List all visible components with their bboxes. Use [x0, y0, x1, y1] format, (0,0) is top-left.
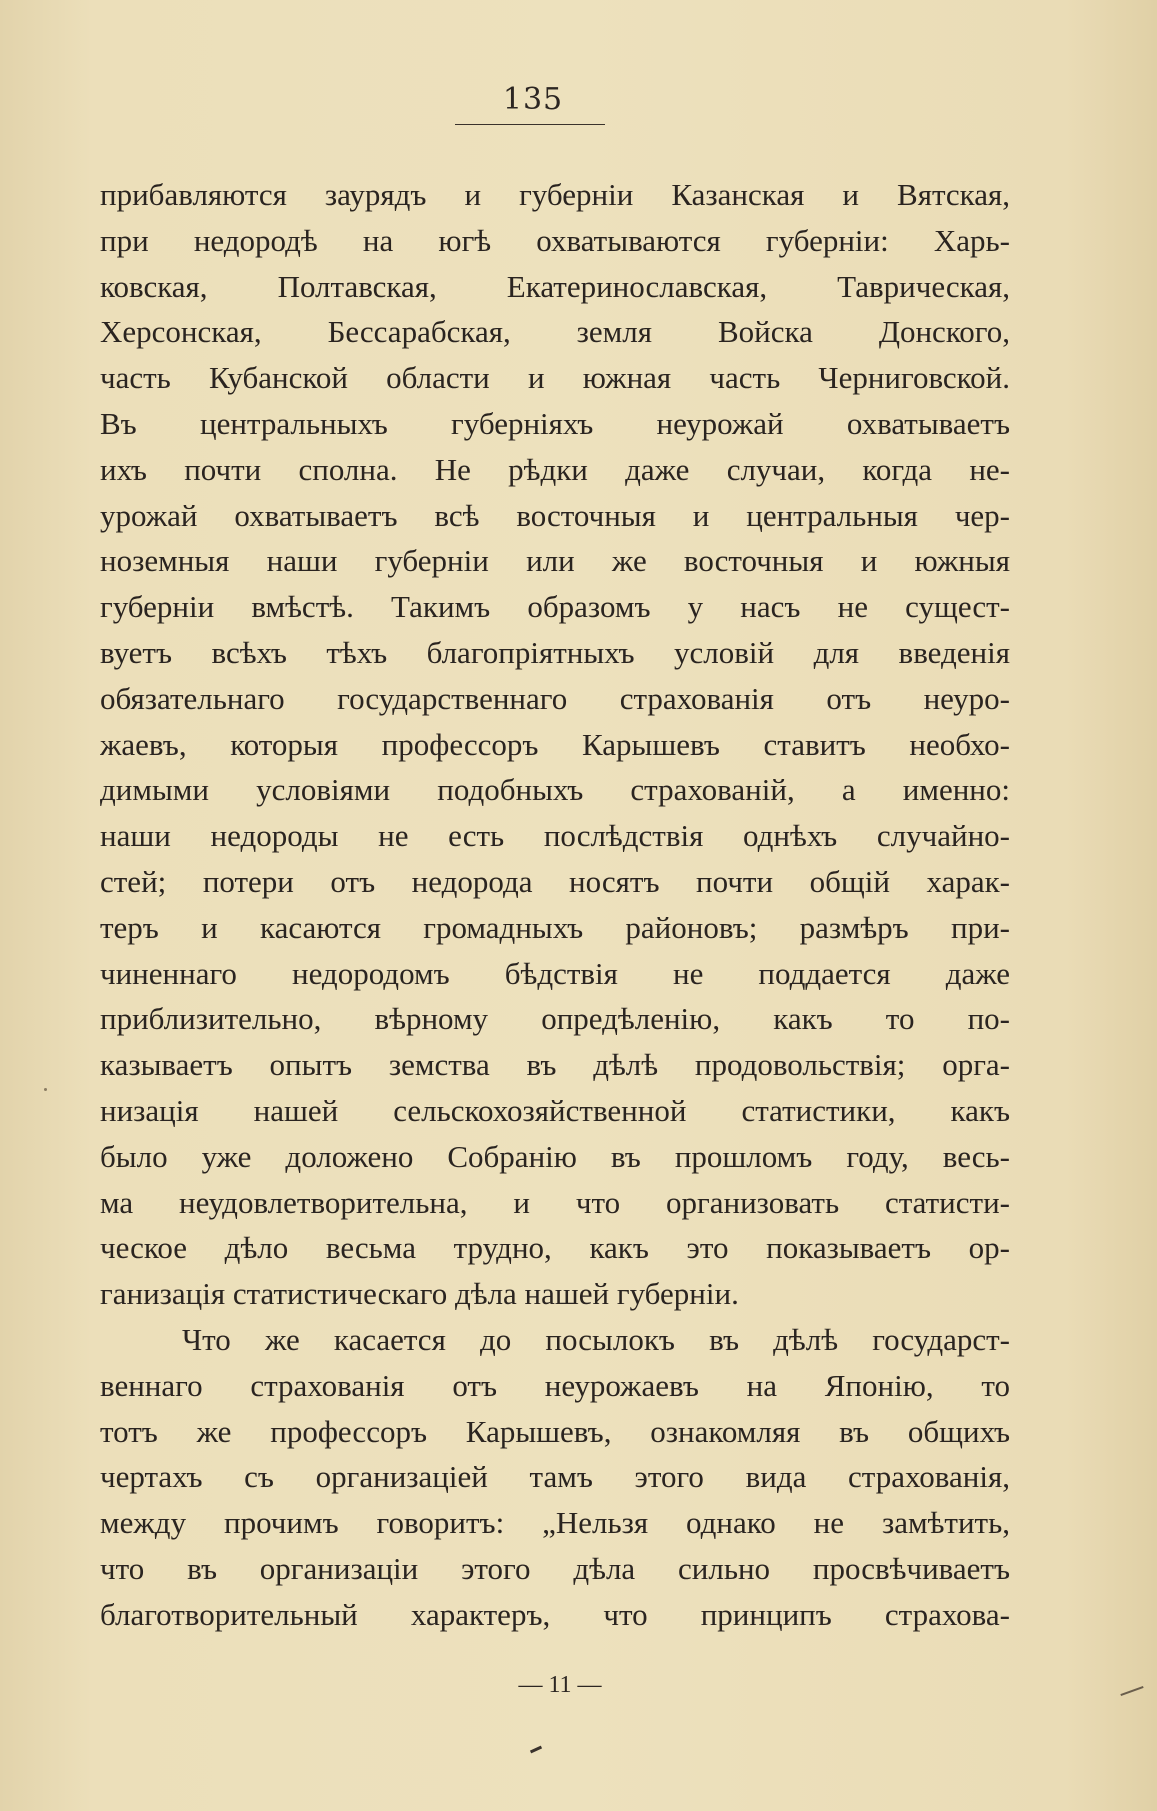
text-line: было уже доложено Собранію въ прошломъ году, весь- — [100, 1138, 1010, 1174]
text-line: теръ и касаются громадныхъ районовъ; размѣръ при- — [100, 909, 1010, 945]
page-number: 135 — [502, 82, 564, 117]
text-line: между прочимъ говоритъ: „Нельзя однако не замѣтить, — [100, 1505, 1010, 1541]
text-line: казываетъ опытъ земства въ дѣлѣ продовольствія; орга- — [100, 1047, 1010, 1083]
text-line: Что же касается до посылокъ въ дѣлѣ государст- — [182, 1321, 1010, 1357]
text-line: димыми условіями подобныхъ страхованій, а именно: — [100, 772, 1010, 808]
header-rule — [455, 124, 605, 125]
text-line: Въ центральныхъ губерніяхъ неурожай охватываетъ — [100, 405, 1010, 441]
text-line: веннаго страхованія отъ неурожаевъ на Японію, то — [100, 1367, 1010, 1403]
text-line: чиненнаго недородомъ бѣдствія не поддается даже — [100, 955, 1010, 991]
body-text — [100, 172, 1010, 1638]
text-line: ганизація статистическаго дѣла нашей губерніи. — [100, 1276, 739, 1312]
text-line: что въ организаціи этого дѣла сильно просвѣчиваетъ — [100, 1550, 1010, 1586]
text-line: губерніи вмѣстѣ. Такимъ образомъ у насъ не сущест- — [100, 589, 1010, 625]
edge-stroke — [1120, 1686, 1143, 1696]
text-line: ческое дѣло весьма трудно, какъ это показываетъ ор- — [100, 1230, 1010, 1266]
text-line: благотворительный характеръ, что принципъ страхова- — [100, 1596, 1010, 1632]
text-line: вуетъ всѣхъ тѣхъ благопріятныхъ условій для введенія — [100, 634, 1010, 670]
text-line: стей; потери отъ недорода носятъ почти общій харак- — [100, 863, 1010, 899]
text-line: приблизительно, вѣрному опредѣленію, какъ то по- — [100, 1001, 1010, 1037]
text-line: ноземныя наши губерніи или же восточныя и южныя — [100, 543, 1010, 579]
text-line: низація нашей сельскохозяйственной статистики, какъ — [100, 1092, 1010, 1128]
bottom-speck — [530, 1746, 542, 1754]
text-line: урожай охватываетъ всѣ восточныя и центральныя чер- — [100, 497, 1010, 533]
text-line: ковская, Полтавская, Екатеринославская, Таврическая, — [100, 268, 1010, 304]
text-line: обязательнаго государственнаго страхованія отъ неуро- — [100, 680, 1010, 716]
text-line: при недородѣ на югѣ охватываются губерніи: Харь- — [100, 222, 1010, 258]
text-line: ихъ почти сполна. Не рѣдки даже случаи, когда не- — [100, 451, 1010, 487]
text-line: прибавляются заурядъ и губерніи Казанская и Вятская, — [100, 177, 1010, 212]
text-line: ма неудовлетворительна, и что организовать статисти- — [100, 1184, 1010, 1220]
text-line: наши недороды не есть послѣдствія однѣхъ случайно- — [100, 818, 1010, 854]
text-line: Херсонская, Бессарабская, земля Войска Донского, — [100, 314, 1010, 350]
text-line: жаевъ, которыя профессоръ Карышевъ ставитъ необхо- — [100, 726, 1010, 762]
text-line: чертахъ съ организаціей тамъ этого вида страхованія, — [100, 1459, 1010, 1495]
margin-speck — [44, 1088, 47, 1091]
text-line: часть Кубанской области и южная часть Черниговской. — [100, 360, 1010, 396]
signature-mark: — 11 — — [518, 1672, 602, 1698]
text-line: тотъ же профессоръ Карышевъ, ознакомляя въ общихъ — [100, 1413, 1010, 1449]
